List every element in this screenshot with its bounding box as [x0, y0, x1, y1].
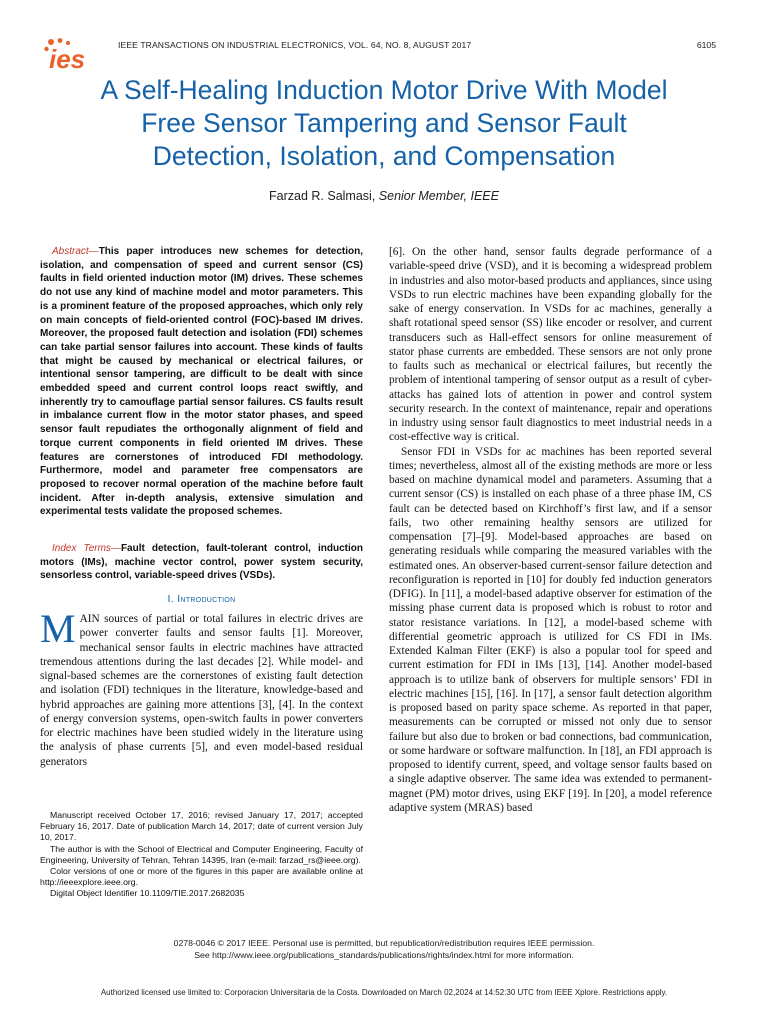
- author-membership: Senior Member, IEEE: [378, 189, 499, 203]
- logo-text: ies: [49, 44, 86, 72]
- body-paragraph: Sensor FDI in VSDs for ac machines has been reported several times; nevertheless, almost all of the existing methods are more or less based on machine dynamical model and parameters. Assuming that a current sensor (CS) is installed on each phase of a three phase IM, CS fault can be detected based on Kirchhoff’s first law, and if a sensor fails, two other remaining healthy sensors are utilized for compensation [7]–[9]. Model-based approaches are based on generating residuals while comparing the measured variables with the estimated ones. An observer-based current-sensor failure detection and reconfiguration is reported in [10] for doubly fed induction generators (DFIG). In [11], a model-based adaptive observer for estimation of the missing phase current data is proposed which is robust to rotor and stator resistance variations. In [12], a model-based scheme with differential geometric approach is utilized for CS FDI in IMs. Extended Kalman Filter (EKF) is also a popular tool for speed and current estimation for FDI in IMs [13], [14]. Another model-based approach is to utilize bank of observers for multiple sensors’ FDI in electric machines [15], [16]. In [17], a sensor fault detection algorithm is proposed based on parity space scheme. As reported in that paper, measurements can be corrupted or missed not only due to sensor failure but also due to broken or bad connections, bad communication, or some hardware or software malfunction. In [18], an FDI approach is proposed to identify current, speed, and voltage sensor faults based on a single adaptive observer. The same idea was extended to permanent-magnet (PM) motor drives, using EKF [19]. In [20], a model reference adaptive system (MRAS) based: [389, 445, 712, 814]
- footnote-doi: Digital Object Identifier 10.1109/TIE.2017.2682035: [50, 888, 245, 899]
- section-title: Introduction: [177, 593, 236, 605]
- copyright-notice: [0, 938, 768, 961]
- right-column: [389, 245, 712, 815]
- ies-logo: [44, 38, 106, 72]
- abstract-label: Abstract—: [52, 246, 99, 257]
- title-line: A Self-Healing Induction Motor Drive With Model: [100, 75, 668, 105]
- page-number: 6105: [696, 40, 716, 50]
- footnote-color: Color versions of one or more of the figures in this paper are available online at http://ieeexplore.ieee.org.: [40, 866, 363, 888]
- author-line: [0, 189, 768, 203]
- index-terms-text: Fault detection, fault-tolerant control, induction motors (IMs), machine vector control, power system security, sensorless control, variable-speed drives (VSDs).: [40, 543, 364, 582]
- intro-paragraph: [40, 606, 363, 769]
- abstract-text: This paper introduces new schemes for detection, isolation, and compensation of speed and current sensor (CS) faults in field oriented induction motor (IM) drives. These schemes do not use any kind of machine model and motor parameters. This is a prominent feature of the proposed approaches, which only rely on main concepts of field-oriented control (FOC)-based IM drives. Moreover, the proposed fault detection and isolation (FDI) schemes can take partial sensor failures into account. These kinds of faults that might be caused by mechanical or electrical failures, or intentional sensor tampering, are difficult to be dealt with since embedded speed and current control loops react swiftly, and inherently try to camouflage partial sensor failures. CS faults result in imbalance current flow in the motor stator phases, and speed sensor fault repudiates the orthogonally alignment of field and torque current components in field oriented IM drives. These features are cornerstones of introduced FDI methodology. Furthermore, model and parameter free compensators are proposed to recover normal operation of the machine before fault incident. After in-depth analysis, extensive simulation and experimental tests validate the proposed schemes.: [40, 246, 363, 518]
- abstract: [40, 245, 363, 519]
- section-heading: [40, 593, 363, 605]
- drop-cap: M: [40, 606, 76, 651]
- footnote-received: Manuscript received October 17, 2016; revised January 17, 2017; accepted February 16, 2017. Date of publication March 14, 2017; date of current version July 10, 2017.: [40, 810, 363, 843]
- copyright-line: 0278-0046 © 2017 IEEE. Personal use is permitted, but republication/redistribution requires IEEE permission.: [173, 938, 595, 948]
- body-paragraph: [6]. On the other hand, sensor faults degrade performance of a variable-speed drive (VSD), and it is becoming a widespread problem in industries and also motor-based products and appliances, since using VSDs to run electric machines have been expanding globally for the sake of energy conservation. In VSDs for ac machines, generally a shaft rotational speed sensor (SS) like encoder or resolver, and current transducers such as Hall-effect sensors for online measurement of stator phase currents are embedded. These sensors are not only prone to faults such as mechanical or electrical failures, but recently the problem of intentional tampering of sensor output as a result of cyber-attacks has gained lots of attention in power and control system security research. In the context of maintenance, repair and operations in industry using sensor fault diagnostics to meet industrial needs in a cost-effective way is critical.: [389, 246, 712, 444]
- paper-title: [30, 74, 738, 173]
- footnote-author: The author is with the School of Electrical and Computer Engineering, Faculty of Engineering, University of Tehran, Tehran 14395, Iran (e-mail: farzad_rs@ieee.org).: [40, 843, 363, 865]
- intro-text: AIN sources of partial or total failures in electric drives are power converter faults and sensor faults [1]. Moreover, mechanical sensor faults in electric machines have attracted tremendous attentions during the last decades [2]. While model- and signal-based schemes are the cornerstones of existing fault detection and isolation (FDI) techniques in the literature, knowledge-based and hybrid approaches are gaining more attentions [3], [4]. In the context of energy conversion systems, open-switch faults in power converters for electric machines have been studied widely in the literature using the analysis of phase currents [5], and even model-based residual generators: [40, 613, 363, 768]
- author-name: Farzad R. Salmasi,: [269, 189, 376, 203]
- section-number: I.: [167, 593, 174, 605]
- index-terms: [40, 542, 363, 583]
- journal-header: IEEE TRANSACTIONS ON INDUSTRIAL ELECTRONICS, VOL. 64, NO. 8, AUGUST 2017: [118, 40, 472, 50]
- footnote-block: [40, 810, 363, 900]
- index-terms-label: Index Terms—: [52, 543, 121, 554]
- title-line: Free Sensor Tampering and Sensor Fault: [141, 108, 627, 138]
- title-line: Detection, Isolation, and Compensation: [152, 141, 616, 171]
- copyright-link-line: See http://www.ieee.org/publications_standards/publications/rights/index.html for more information.: [194, 949, 574, 960]
- license-footer: Authorized licensed use limited to: Corporacion Universitaria de la Costa. Downloaded on March 02,2024 at 14:52:30 UTC from IEEE Xplore. Restrictions apply.: [100, 988, 668, 997]
